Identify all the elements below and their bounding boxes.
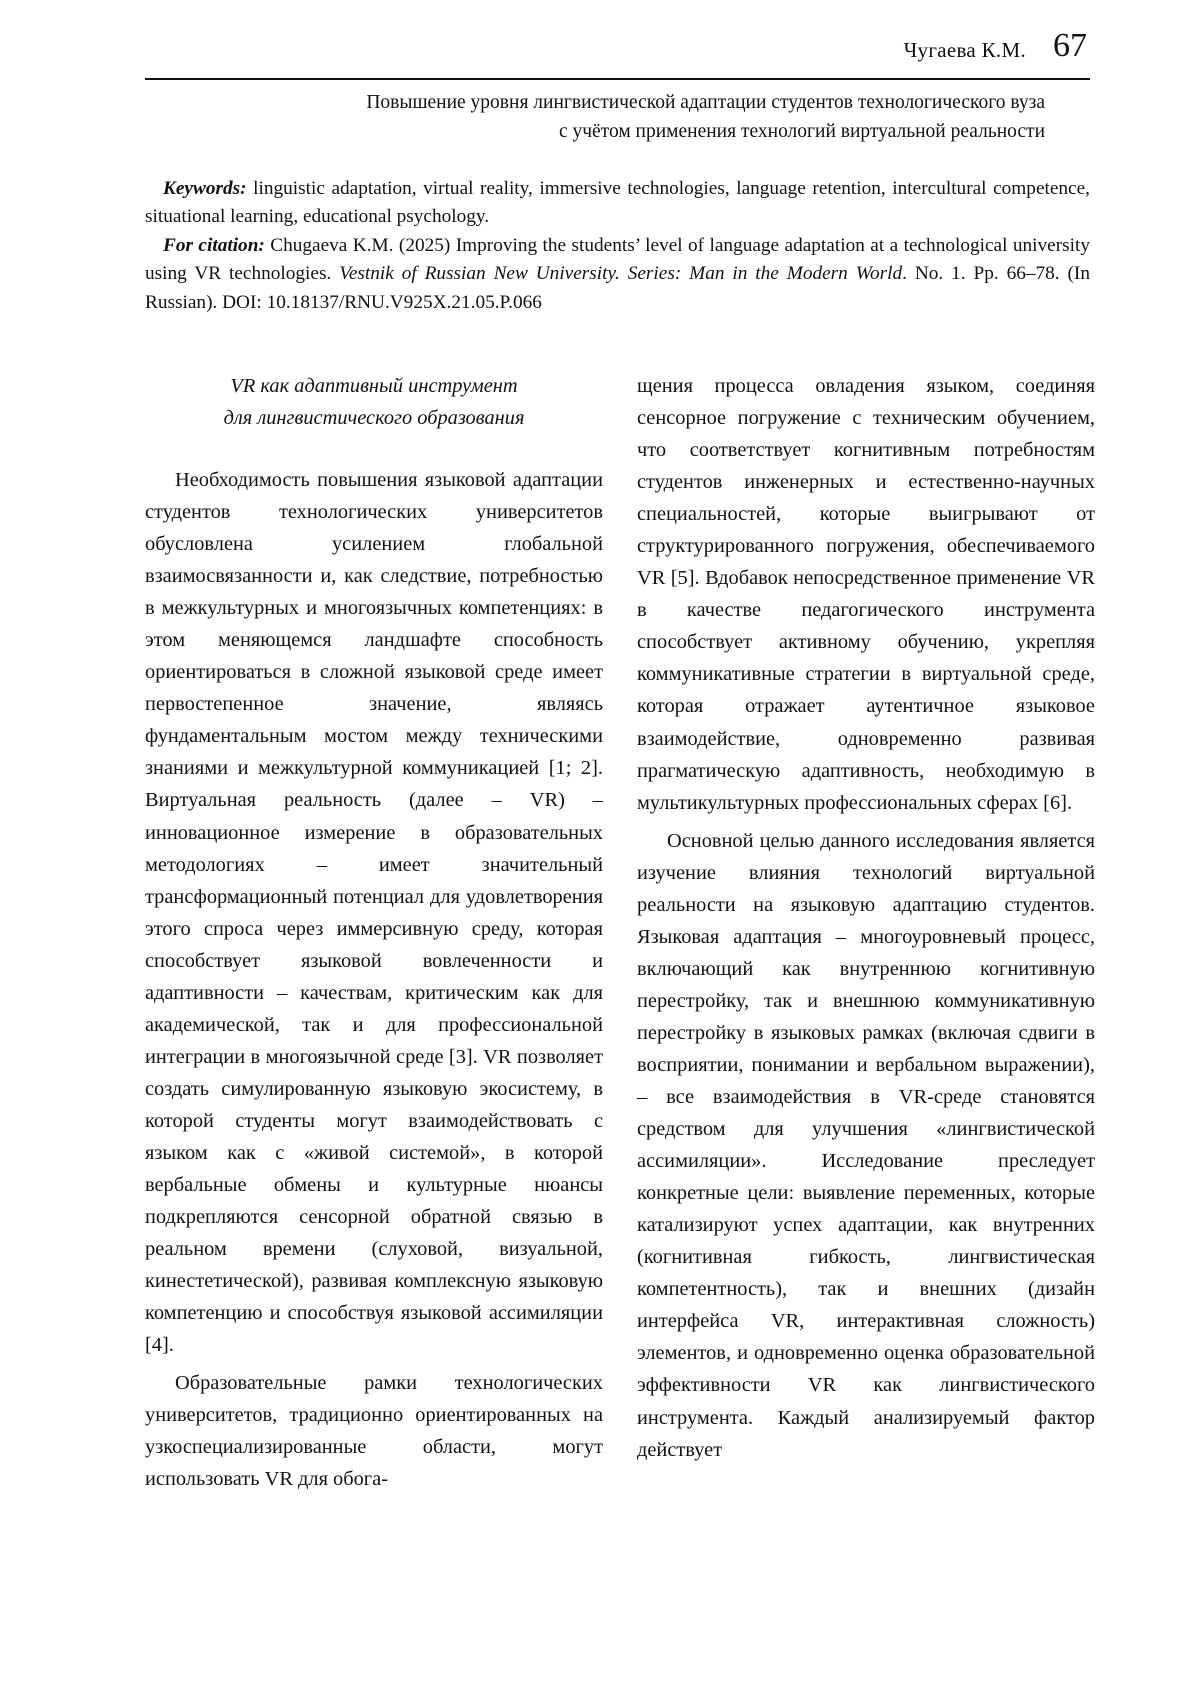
keywords-text: linguistic adaptation, virtual reality, immersive technologies, language retention, intercultural competence, situational learning, educational psychology. [145, 178, 1090, 228]
running-head [145, 24, 1090, 76]
keywords-label: Keywords: [163, 178, 247, 199]
left-column [145, 370, 603, 1496]
page-number: 67 [1053, 27, 1087, 64]
citation-journal: Vestnik of Russian New University. Series: Man in the Modern World [339, 263, 903, 285]
article-title-line-2: с учётом применения технологий виртуальной реальности [558, 121, 1045, 142]
keywords-paragraph [145, 175, 1090, 232]
section-heading-line-1: VR как адаптивный инструмент [230, 375, 518, 397]
citation-paragraph [145, 232, 1090, 317]
body-paragraph: Образовательные рамки технологических университетов, традиционно ориентированных на узкоспециализированные области, могут использовать VR для обога- [145, 1372, 603, 1491]
article-title [145, 88, 1045, 146]
running-head-author: Чугаева К.М. [903, 38, 1026, 62]
right-column [637, 370, 1095, 1466]
section-heading-line-2: для лингвистического образования [223, 407, 525, 429]
citation-text: Chugaeva K.M. (2025) Improving the students’ level of language adaptation at a technological university using VR technologies. [145, 234, 1090, 285]
citation-tail: . No. 1. Pp. 66–78. (In Russian). DOI: 10.18137/RNU.V925X.21.05.P.066 [145, 263, 1090, 313]
body-paragraph: Необходимость повышения языковой адаптации студентов технологических университетов обусловлена усилением глобальной взаимосвязанности и, как следствие, потребностью в межкультурных и многоязычных компетенциях: в этом меняющемся ландшафте способность ориентироваться в сложной языковой среде имеет первостепенное значение, являясь фундаментальным мостом между техническими знаниями и межкультурной коммуникацией [1; 2]. Виртуальная реальность (далее – VR) – инновационное измерение в образовательных методологиях – имеет значительный трансформационный потенциал для удовлетворения этого спроса через иммерсивную среду, которая способствует языковой вовлеченности и адаптивности – качествам, критическим как для академической, так и для профессиональной интеграции в многоязычной среде [3]. VR позволяет создать симулированную языковую экосистему, в которой студенты могут взаимодействовать с языком как с «живой системой», в которой вербальные обмены и культурные нюансы подкрепляются сенсорной обратной связью в реальном времени (слуховой, визуальной, кинестетической), развивая комплексную языковую компетенцию и способствуя языковой ассимиляции [4]. [145, 469, 603, 1357]
body-paragraph: Основной целью данного исследования является изучение влияния технологий виртуальной реальности на языковую адаптацию студентов. Языковая адаптация – многоуровневый процесс, включающий как внутреннюю когнитивную перестройку, так и внешнюю коммуникативную перестройку в языковых рамках (включая сдвиги в восприятии, понимании и вербальном выражении), – все взаимодействия в VR-среде становятся средством для улучшения «лингвистической ассимиляции». Исследование преследует конкретные цели: выявление переменных, которые катализируют успех адаптации, как внутренних (когнитивная гибкость, лингвистическая компетентность), так и внешних (дизайн интерфейса VR, интерактивная сложность) элементов, и одновременно оценка образовательной эффективности VR как лингвистического инструмента. Каждый анализируемый фактор действует [637, 829, 1095, 1461]
article-metadata [145, 175, 1090, 317]
article-title-line-1: Повышение уровня лингвистической адаптации студентов технологического вуза [366, 92, 1045, 113]
section-heading [145, 370, 603, 434]
body-paragraph-continued: щения процесса овладения языком, соединяя сенсорное погружение с техническим обучением, что соответствует когнитивным потребностям студентов инженерных и естественно-научных специальностей, которые выигрывают от структурированного погружения, обеспечиваемого VR [5]. Вдобавок непосредственное применение VR в качестве педагогического инструмента способствует активному обучению, укрепляя коммуникативные стратегии в виртуальной среде, которая отражает аутентичное языковое взаимодействие, одновременно развивая прагматическую адаптивность, необходимую в мультикультурных профессиональных сферах [6]. [637, 375, 1095, 814]
header-rule [145, 78, 1090, 80]
citation-label: For citation: [163, 234, 265, 256]
